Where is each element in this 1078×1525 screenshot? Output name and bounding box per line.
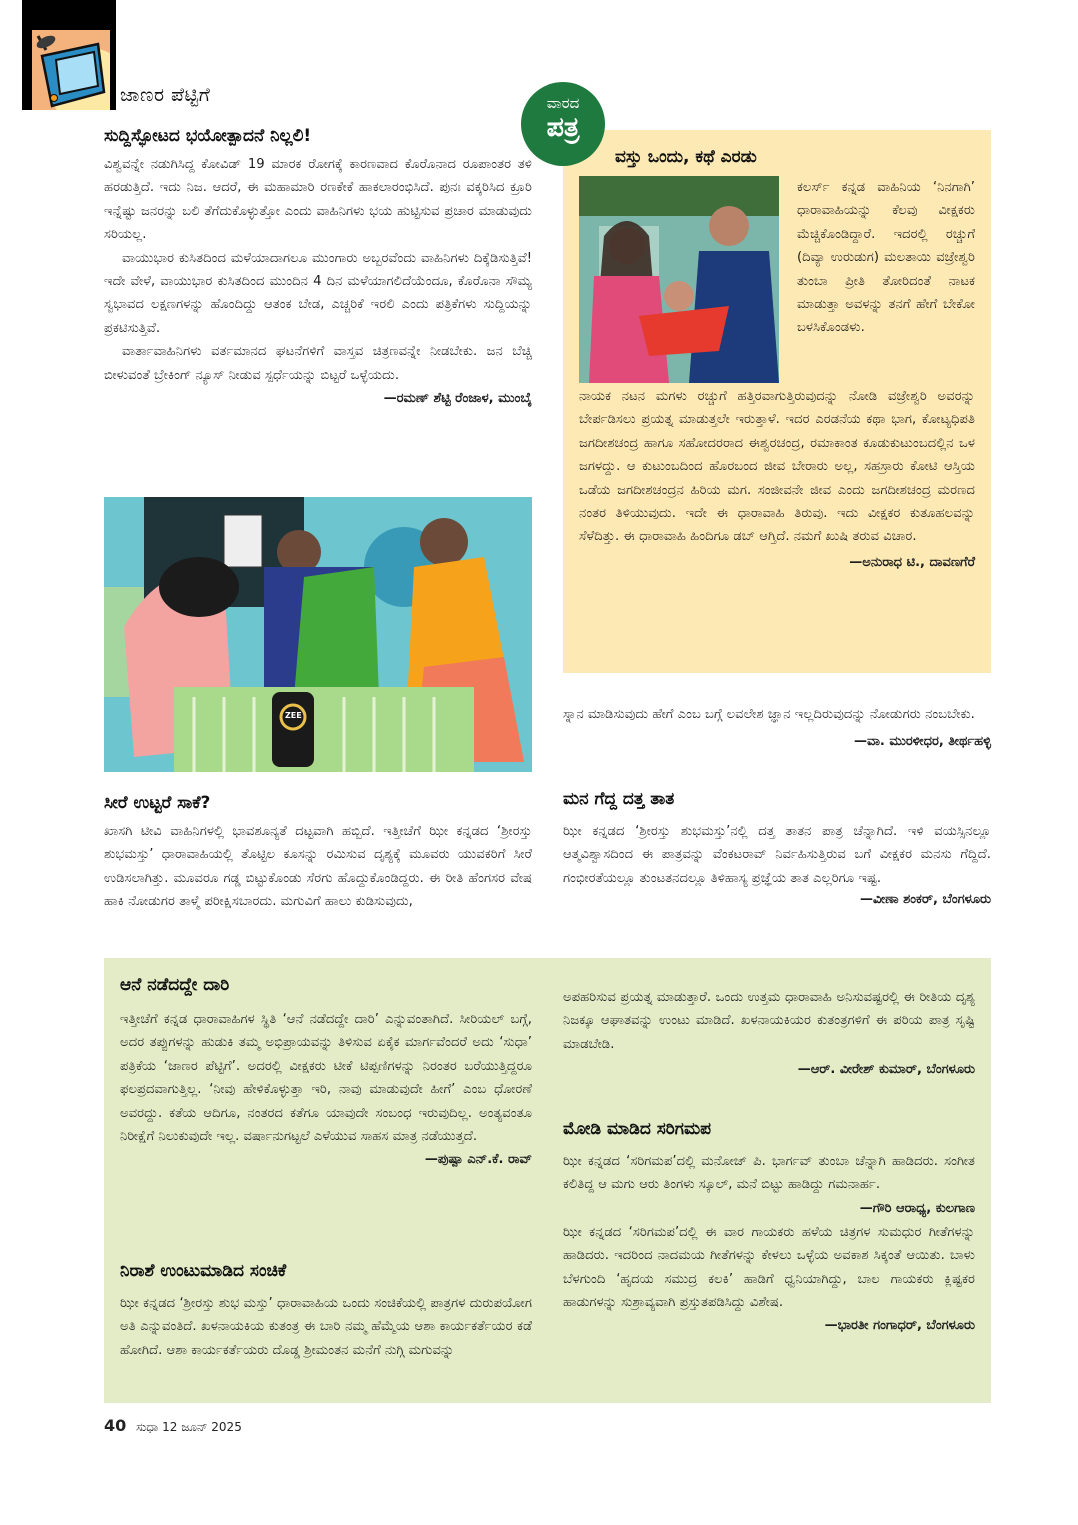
letter-4-signature: —ಪುಷ್ಪಾ ಎನ್.ಕೆ. ರಾವ್ [424, 1152, 532, 1168]
badge-top-text: ವಾರದ [546, 94, 580, 112]
letter-6 [563, 1118, 975, 1338]
featured-body: ನಾಯಕ ನಟನ ಮಗಳು ರಚ್ಚುಗೆ ಹತ್ತಿರವಾಗುತ್ತಿರುವುದನ್ನು ನೋಡಿ ವಜ್ರೇಶ್ವರಿ ಅವರನ್ನು ಬೇರ್ಪಡಿಸಲು ಪ್ರಯತ್ನ ಮಾಡುತ್ತಲೇ ಇರುತ್ತಾಳೆ. ಇದರ ಎರಡನೆಯ ಕಥಾ ಭಾಗ, ಕೋಟ್ಯಧಿಪತಿ ಜಗದೀಶಚಂದ್ರ ಹಾಗೂ ಸಹೋದರರಾದ ಈಶ್ವರಚಂದ್ರ, ರಮಾಕಾಂತ ಕೂಡುಕುಟುಂಬದಲ್ಲಿನ ಒಳ ಜಗಳದ್ದು. ಆ ಕುಟುಂಬದಿಂದ ಹೊರಬಂದ ಜೀವ ಬೇರಾರು ಅಲ್ಲ, ಸಹಸ್ರಾರು ಕೋಟಿ ಆಸ್ತಿಯ ಒಡೆಯ ಜಗದೀಶಚಂದ್ರನ ಹಿರಿಯ ಮಗ. ಸಂಜೀವನೇ ಜೀವ ಎಂದು ಜಗದೀಶಚಂದ್ರ ಮರಣದ ನಂತರ ತಿಳಿಯುವುದು. ಇದೇ ಈ ಧಾರಾವಾಹಿ ತಿರುವು. ಇದು ವೀಕ್ಷಕರ ಕುತೂಹಲವನ್ನು ಸೆಳೆದಿತ್ತು. ಈ ಧಾರಾವಾಹಿ ಹಿಂದಿಗೂ ಡಬ್ ಆಗ್ತಿದೆ. ನಮಗೆ ಖುಷಿ ತರುವ ವಿಚಾರ. [579, 389, 975, 545]
featured-title: ವಸ್ತು ಒಂದು, ಕಥೆ ಎರಡು [615, 147, 757, 167]
letter-4-body: ಇತ್ತೀಚೆಗೆ ಕನ್ನಡ ಧಾರಾವಾಹಿಗಳ ಸ್ಥಿತಿ ‘ಆನೆ ನಡೆದದ್ದೇ ದಾರಿ’ ಎನ್ನುವಂತಾಗಿದೆ. ಸೀರಿಯಲ್ ಬಗ್ಗೆ, ಅದರ ತಪ್ಪುಗಳನ್ನು ಹುಡುಕಿ ತಮ್ಮ ಅಭಿಪ್ರಾಯವನ್ನು ತಿಳಿಸುವ ಏಕೈಕ ಮಾರ್ಗವೆಂದರೆ ಅದು ‘ಸುಧಾ’ ಪತ್ರಿಕೆಯ ‘ಜಾಣರ ಪೆಟ್ಟಿಗೆ’. ಅದರಲ್ಲಿ ವೀಕ್ಷಕರು ಟೀಕೆ ಟಿಪ್ಪಣಿಗಳನ್ನು ನಿರಂತರ ಬರೆಯುತ್ತಿದ್ದರೂ ಫಲಪ್ರದವಾಗುತ್ತಿಲ್ಲ. ‘ನೀವು ಹೇಳಿಕೊಳ್ಳುತ್ತಾ ಇರಿ, ನಾವು ಮಾಡುವುದೇ ಹೀಗೆ’ ಎಂಬ ಧೋರಣೆ ಅವರದ್ದು. ಕತೆಯ ಆದಿಗೂ, ನಂತರದ ಕತೆಗೂ ಯಾವುದೇ ಸಂಬಂಧ ಇರುವುದಿಲ್ಲ. ಅಂತ್ಯವಂತೂ ನಿರೀಕ್ಷೆಗೆ ನಿಲುಕುವುದೇ ಇಲ್ಲ. ವರ್ಷಾನುಗಟ್ಟಲೆ ಎಳೆಯುವ ಸಾಹಸ ಮಾತ್ರ ನಡೆಯುತ್ತದೆ. [120, 1012, 532, 1145]
badge-main-text: ಪತ್ರ [546, 112, 580, 143]
letter-3-title: ಮನ ಗೆದ್ದ ದತ್ತ ತಾತ [563, 789, 675, 809]
letter-2-continuation-text: ಸ್ನಾನ ಮಾಡಿಸುವುದು ಹೇಗೆ ಎಂಬ ಬಗ್ಗೆ ಲವಲೇಶ ಜ್ಞಾನ ಇಲ್ಲದಿರುವುದನ್ನು ನೋಡುಗರು ನಂಬಬೇಕು. [563, 707, 975, 722]
letter-6-entry-2-signature: —ಭಾರತೀ ಗಂಗಾಧರ್, ಬೆಂಗಳೂರು [824, 1318, 975, 1334]
letter-5 [120, 1260, 532, 1362]
featured-letter-box [563, 130, 991, 673]
letter-3 [563, 788, 991, 910]
family-photo-illustration [579, 176, 779, 383]
letter-1-paragraph: ವಿಶ್ವವನ್ನೇ ನಡುಗಿಸಿದ್ದ ಕೋವಿಡ್ 19 ಮಾರಕ ರೋಗಕ್ಕೆ ಕಾರಣವಾದ ಕೊರೊನಾದ ರೂಪಾಂತರ ತಳಿ ಹರಡುತ್ತಿದೆ. ಇದು ನಿಜ. ಆದರೆ, ಈ ಮಹಾಮಾರಿ ರಣಕೇಕೆ ಹಾಕಲಾರಂಭಿಸಿದೆ. ಪುನಃ ವಕ್ಕರಿಸಿದ ಕ್ರೂರಿ ಇನ್ನೆಷ್ಟು ಜನರನ್ನು ಬಲಿ ತೆಗೆದುಕೊಳ್ಳುತ್ತೋ ಎಂದು ವಾಹಿನಿಗಳು ಭಯ ಹುಟ್ಟಿಸುವ ಪ್ರಚಾರ ಮಾಡುವುದು ಸರಿಯಲ್ಲ. [104, 157, 532, 243]
letter-2-body [104, 820, 532, 914]
letter-4-title: ಆನೆ ನಡೆದದ್ದೇ ದಾರಿ [120, 975, 230, 995]
letter-4 [120, 974, 532, 1172]
letter-2 [104, 792, 532, 914]
letter-1-paragraph: ವಾರ್ತಾವಾಹಿನಿಗಳು ವರ್ತಮಾನದ ಘಟನೆಗಳಿಗೆ ವಾಸ್ತವ ಚಿತ್ರಣವನ್ನೇ ನೀಡಬೇಕು. ಜನ ಬೆಚ್ಚಿ ಬೀಳುವಂತೆ ಬ್ರೇಕಿಂಗ್ ನ್ಯೂಸ್ ನೀಡುವ ಸ್ಪರ್ಧೆಯನ್ನು ಬಿಟ್ಟರೆ ಒಳ್ಳೆಯದು. [104, 344, 532, 383]
page-number: 40 [104, 1416, 127, 1435]
letter-6-entry-1-signature: —ಗೌರಿ ಆರಾಧ್ಯ, ಕುಲಗಾಣ [859, 1200, 975, 1216]
letter-6-title: ಮೋಡಿ ಮಾಡಿದ ಸರಿಗಮಪ [563, 1119, 712, 1139]
green-letters-box [104, 958, 991, 1403]
letter-1-body [104, 153, 532, 387]
letter-3-body: ಝೀ ಕನ್ನಡದ ‘ಶ್ರೀರಸ್ತು ಶುಭಮಸ್ತು’ನಲ್ಲಿ ದತ್ತ ತಾತನ ಪಾತ್ರ ಚೆನ್ನಾಗಿದೆ. ಇಳಿ ವಯಸ್ಸಿನಲ್ಲೂ ಆತ್ಮವಿಶ್ವಾಸದಿಂದ ಈ ಪಾತ್ರವನ್ನು ವೆಂಕಟರಾವ್ ನಿರ್ವಹಿಸುತ್ತಿರುವ ಬಗೆ ವೀಕ್ಷಕರ ಮನಸು ಗೆದ್ದಿದೆ. ಗಂಭೀರತೆಯಲ್ಲೂ ತುಂಟತನದಲ್ಲೂ ತಿಳಿಹಾಸ್ಯ ಪ್ರಜ್ಞೆಯ ತಾತ ಎಲ್ಲರಿಗೂ ಇಷ್ಟ. [563, 824, 991, 886]
letter-5-body: ಝೀ ಕನ್ನಡದ ‘ಶ್ರೀರಸ್ತು ಶುಭ ಮಸ್ತು’ ಧಾರಾವಾಹಿಯ ಒಂದು ಸಂಚಿಕೆಯಲ್ಲಿ ಪಾತ್ರಗಳ ದುರುಪಯೋಗ ಅತಿ ಎನ್ನುವಂತಿದೆ. ಖಳನಾಯಕಿಯ ಕುತಂತ್ರ ಈ ಬಾರಿ ನಮ್ಮ ಹೆಮ್ಮೆಯ ಆಶಾ ಕಾರ್ಯಕರ್ತೆಯರ ಕಡೆ ಹೋಗಿದೆ. ಆಶಾ ಕಾರ್ಯಕರ್ತೆಯರು ದೊಡ್ಡ ಶ್ರೀಮಂತನ ಮನೆಗೆ ನುಗ್ಗಿ ಮಗುವನ್ನು [120, 1296, 532, 1358]
zee-watermark: ZEE [285, 711, 302, 720]
publication-name: ಸುಧಾ [136, 1420, 159, 1434]
three-men-in-saree-photo [104, 497, 532, 772]
section-title: ಜಾಣರ ಪೆಟ್ಟಿಗೆ [120, 84, 211, 106]
family-photo [579, 176, 779, 383]
tv-satellite-icon [32, 30, 110, 110]
letter-2-continuation [563, 703, 991, 754]
letter-2-paragraph: ಖಾಸಗಿ ಟೀವಿ ವಾಹಿನಿಗಳಲ್ಲಿ ಭಾವಶೂನ್ಯತೆ ದಟ್ಟವಾಗಿ ಹಬ್ಬಿದೆ. ಇತ್ತೀಚೆಗೆ ಝೀ ಕನ್ನಡದ ‘ಶ್ರೀರಸ್ತು ಶುಭಮಸ್ತು’ ಧಾರಾವಾಹಿಯಲ್ಲಿ ತೊಟ್ಟಿಲ ಕೂಸನ್ನು ರಮಿಸುವ ದೃಶ್ಯಕ್ಕೆ ಮೂವರು ಯುವಕರಿಗೆ ಸೀರೆ ಉಡಿಸಲಾಗಿತ್ತು. ಮೂವರೂ ಗಡ್ಡ ಬಿಟ್ಟುಕೊಂಡು ಸೆರಗು ಹೊದ್ದುಕೊಂಡಿದ್ದರು. ಈ ರೀತಿ ಹೆಂಗಸರ ವೇಷ ಹಾಕಿ ನೋಡುಗರ ತಾಳ್ಮೆ ಪರೀಕ್ಷಿಸಬಾರದು. ಮಗುವಿಗೆ ಹಾಲು ಕುಡಿಸುವುದು, [104, 824, 532, 910]
letter-2-title: ಸೀರೆ ಉಟ್ಟರೆ ಸಾಕೆ? [104, 793, 211, 813]
letter-5-continuation-text: ಅಪಹರಿಸುವ ಪ್ರಯತ್ನ ಮಾಡುತ್ತಾರೆ. ಒಂದು ಉತ್ತಮ ಧಾರಾವಾಹಿ ಅನಿಸುವಷ್ಟರಲ್ಲಿ ಈ ರೀತಿಯ ದೃಶ್ಯ ನಿಜಕ್ಕೂ ಆಘಾತವನ್ನು ಉಂಟು ಮಾಡಿದೆ. ಖಳನಾಯಕಿಯರ ಕುತಂತ್ರಗಳಿಗೆ ಈ ಪರಿಯ ಪಾತ್ರ ಸೃಷ್ಟಿ ಮಾಡಬೇಡಿ. [563, 990, 975, 1052]
issue-date: 12 ಜೂನ್ 2025 [162, 1420, 242, 1434]
tv-icon-drawing [32, 30, 110, 110]
letter-5-continuation [563, 986, 975, 1082]
letter-2-signature: —ವಾ. ಮುರಳೀಧರ, ತೀರ್ಥಹಳ್ಳಿ [853, 734, 991, 750]
letter-6-entry-1-body: ಝೀ ಕನ್ನಡದ ‘ಸರಿಗಮಪ’ದಲ್ಲಿ ಮನೋಜ್ ಪಿ. ಭಾರ್ಗವ್ ತುಂಬಾ ಚೆನ್ನಾಗಿ ಹಾಡಿದರು. ಸಂಗೀತ ಕಲಿತಿದ್ದ ಆ ಮಗು ಆರು ತಿಂಗಳು ಸ್ಕೂಲ್, ಮನೆ ಬಿಟ್ಟು ಹಾಡಿದ್ದು ಗಮನಾರ್ಹ. [563, 1154, 975, 1193]
letter-3-signature: —ವೀಣಾ ಶಂಕರ್, ಬೆಂಗಳೂರು [859, 892, 991, 908]
featured-side-text: ಕಲರ್ಸ್ ಕನ್ನಡ ವಾಹಿನಿಯ ‘ನಿನಗಾಗಿ’ ಧಾರಾವಾಹಿಯನ್ನು ಕೆಲವು ವೀಕ್ಷಕರು ಮೆಚ್ಚಿಕೊಂಡಿದ್ದಾರೆ. ಇದರಲ್ಲಿ ರಚ್ಚುಗೆ (ದಿವ್ಯಾ ಉರುಡುಗ) ಮಲತಾಯಿ ವಜ್ರೇಶ್ವರಿ ತುಂಬಾ ಪ್ರೀತಿ ತೋರಿದಂತೆ ನಾಟಕ ಮಾಡುತ್ತಾ ಅವಳನ್ನು ತನಗೆ ಹೇಗೆ ಬೇಕೋ ಬಳಸಿಕೊಂಡಳು. [797, 180, 975, 336]
letter-1-paragraph: ವಾಯುಭಾರ ಕುಸಿತದಿಂದ ಮಳೆಯಾದಾಗಲೂ ಮುಂಗಾರು ಅಬ್ಬರವೆಂದು ವಾಹಿನಿಗಳು ದಿಕ್ಕೆಡಿಸುತ್ತಿವೆ! ಇದೇ ವೇಳೆ, ವಾಯುಭಾರ ಕುಸಿತದಿಂದ ಮುಂದಿನ 4 ದಿನ ಮಳೆಯಾಗಲಿದೆಯೆಂದೂ, ಕೊರೊನಾ ಸೌಮ್ಯ ಸ್ವಭಾವದ ಲಕ್ಷಣಗಳನ್ನು ಹೊಂದಿದ್ದು ಆತಂಕ ಬೇಡ, ಎಚ್ಚರಿಕೆ ಇರಲಿ ಎಂದು ಪತ್ರಿಕೆಗಳು ಸುದ್ದಿಯನ್ನು ಪ್ರಕಟಿಸುತ್ತಿವೆ. [104, 250, 532, 336]
photo-illustration [104, 497, 532, 772]
featured-signature: —ಅನುರಾಧ ಟಿ., ದಾವಣಗೆರೆ [849, 554, 975, 570]
letter-of-week-badge [521, 82, 605, 166]
letter-1-title: ಸುದ್ದಿಸ್ಫೋಟದ ಭಯೋತ್ಪಾದನೆ ನಿಲ್ಲಲಿ! [104, 126, 312, 146]
letter-6-entry-2-body: ಝೀ ಕನ್ನಡದ ‘ಸರಿಗಮಪ’ದಲ್ಲಿ ಈ ವಾರ ಗಾಯಕರು ಹಳೆಯ ಚಿತ್ರಗಳ ಸುಮಧುರ ಗೀತೆಗಳನ್ನು ಹಾಡಿದರು. ಇದರಿಂದ ನಾದಮಯ ಗೀತೆಗಳನ್ನು ಕೇಳಲು ಒಳ್ಳೆಯ ಅವಕಾಶ ಸಿಕ್ಕಂತೆ ಆಯಿತು. ಬಾಳು ಬೆಳಗುಂದಿ ‘ಹೃದಯ ಸಮುದ್ರ ಕಲಕಿ’ ಹಾಡಿಗೆ ಧ್ವನಿಯಾಗಿದ್ದು, ಬಾಲ ಗಾಯಕರು ಕ್ಲಿಷ್ಟಕರ ಹಾಡುಗಳನ್ನು ಸುಶ್ರಾವ್ಯವಾಗಿ ಪ್ರಸ್ತುತಪಡಿಸಿದ್ದು ವಿಶೇಷ. [563, 1224, 975, 1311]
letter-1 [104, 125, 532, 411]
letter-5-signature: —ಆರ್. ವೀರೇಶ್ ಕುಮಾರ್, ಬೆಂಗಳೂರು [797, 1062, 975, 1078]
letter-1-signature: —ರಮಣ್ ಶೆಟ್ಟಿ ರೆಂಜಾಳ, ಮುಂಬೈ [383, 391, 532, 407]
page-footer [104, 1416, 242, 1435]
letter-5-title: ನಿರಾಶೆ ಉಂಟುಮಾಡಿದ ಸಂಚಿಕೆ [120, 1261, 287, 1281]
